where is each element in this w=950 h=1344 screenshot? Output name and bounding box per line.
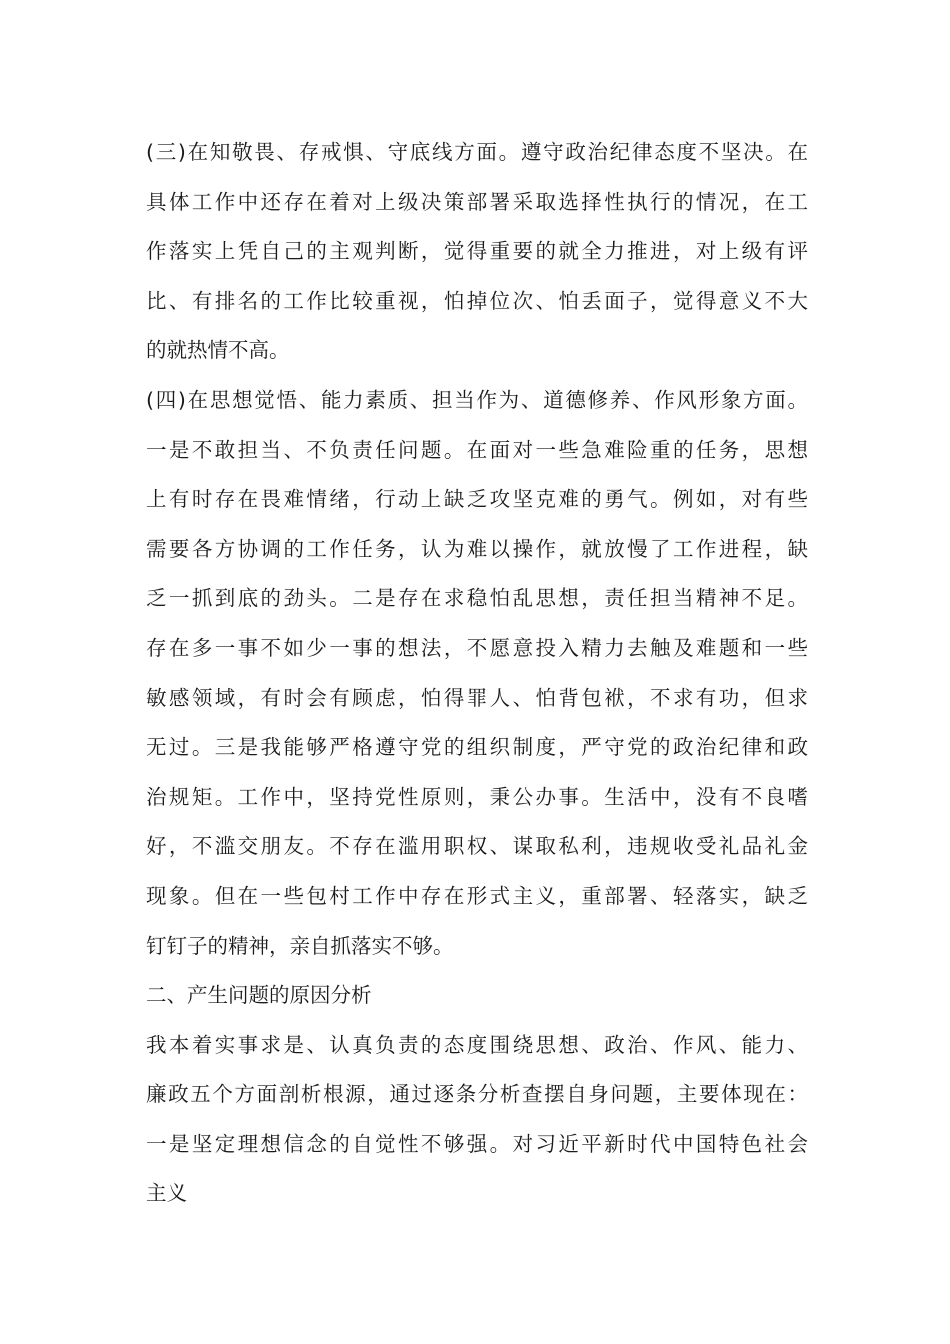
text-line: 比、有排名的工作比较重视，怕掉位次、怕丢面子，觉得意义不大 <box>146 288 808 313</box>
text-line: 敏感领域，有时会有顾虑，怕得罪人、怕背包袱，不求有功，但求 <box>146 685 808 710</box>
text-line: 我本着实事求是、认真负责的态度围绕思想、政治、作风、能力、 <box>146 1032 808 1057</box>
text-line: 现象。但在一些包村工作中存在形式主义，重部署、轻落实，缺乏 <box>146 883 808 908</box>
text-line: 廉政五个方面剖析根源，通过逐条分析查摆自身问题，主要体现在： <box>146 1082 808 1107</box>
document-body <box>146 128 808 1219</box>
text-line: 上有时存在畏难情绪，行动上缺乏攻坚克难的勇气。例如，对有些 <box>146 487 808 512</box>
text-line: 作落实上凭自己的主观判断，觉得重要的就全力推进，对上级有评 <box>146 239 808 264</box>
text-line: 需要各方协调的工作任务，认为难以操作，就放慢了工作进程，缺 <box>146 536 808 561</box>
text-line: 主义 <box>146 1181 187 1206</box>
text-line: (三)在知敬畏、存戒惧、守底线方面。遵守政治纪律态度不坚决。在 <box>146 140 808 164</box>
text-line: 存在多一事不如少一事的想法，不愿意投入精力去触及难题和一些 <box>146 635 808 660</box>
text-line: 具体工作中还存在着对上级决策部署采取选择性执行的情况，在工 <box>146 189 808 214</box>
text-line: 乏一抓到底的劲头。二是存在求稳怕乱思想，责任担当精神不足。 <box>146 586 808 611</box>
text-line: 的就热情不高。 <box>146 338 290 363</box>
text-line: 好，不滥交朋友。不存在滥用职权、谋取私利，违规收受礼品礼金 <box>146 834 808 859</box>
text-line: 钉钉子的精神，亲自抓落实不够。 <box>146 933 454 958</box>
section-heading: 二、产生问题的原因分析 <box>146 983 372 1008</box>
text-line: 无过。三是我能够严格遵守党的组织制度，严守党的政治纪律和政 <box>146 735 808 760</box>
section-heading: (四)在思想觉悟、能力素质、担当作为、道德修养、作风形象方面。 <box>146 387 808 412</box>
text-line: 治规矩。工作中，坚持党性原则，秉公办事。生活中，没有不良嗜 <box>146 784 808 809</box>
text-line: 一是不敢担当、不负责任问题。在面对一些急难险重的任务，思想 <box>146 437 808 462</box>
text-line: 一是坚定理想信念的自觉性不够强。对习近平新时代中国特色社会 <box>146 1131 808 1156</box>
